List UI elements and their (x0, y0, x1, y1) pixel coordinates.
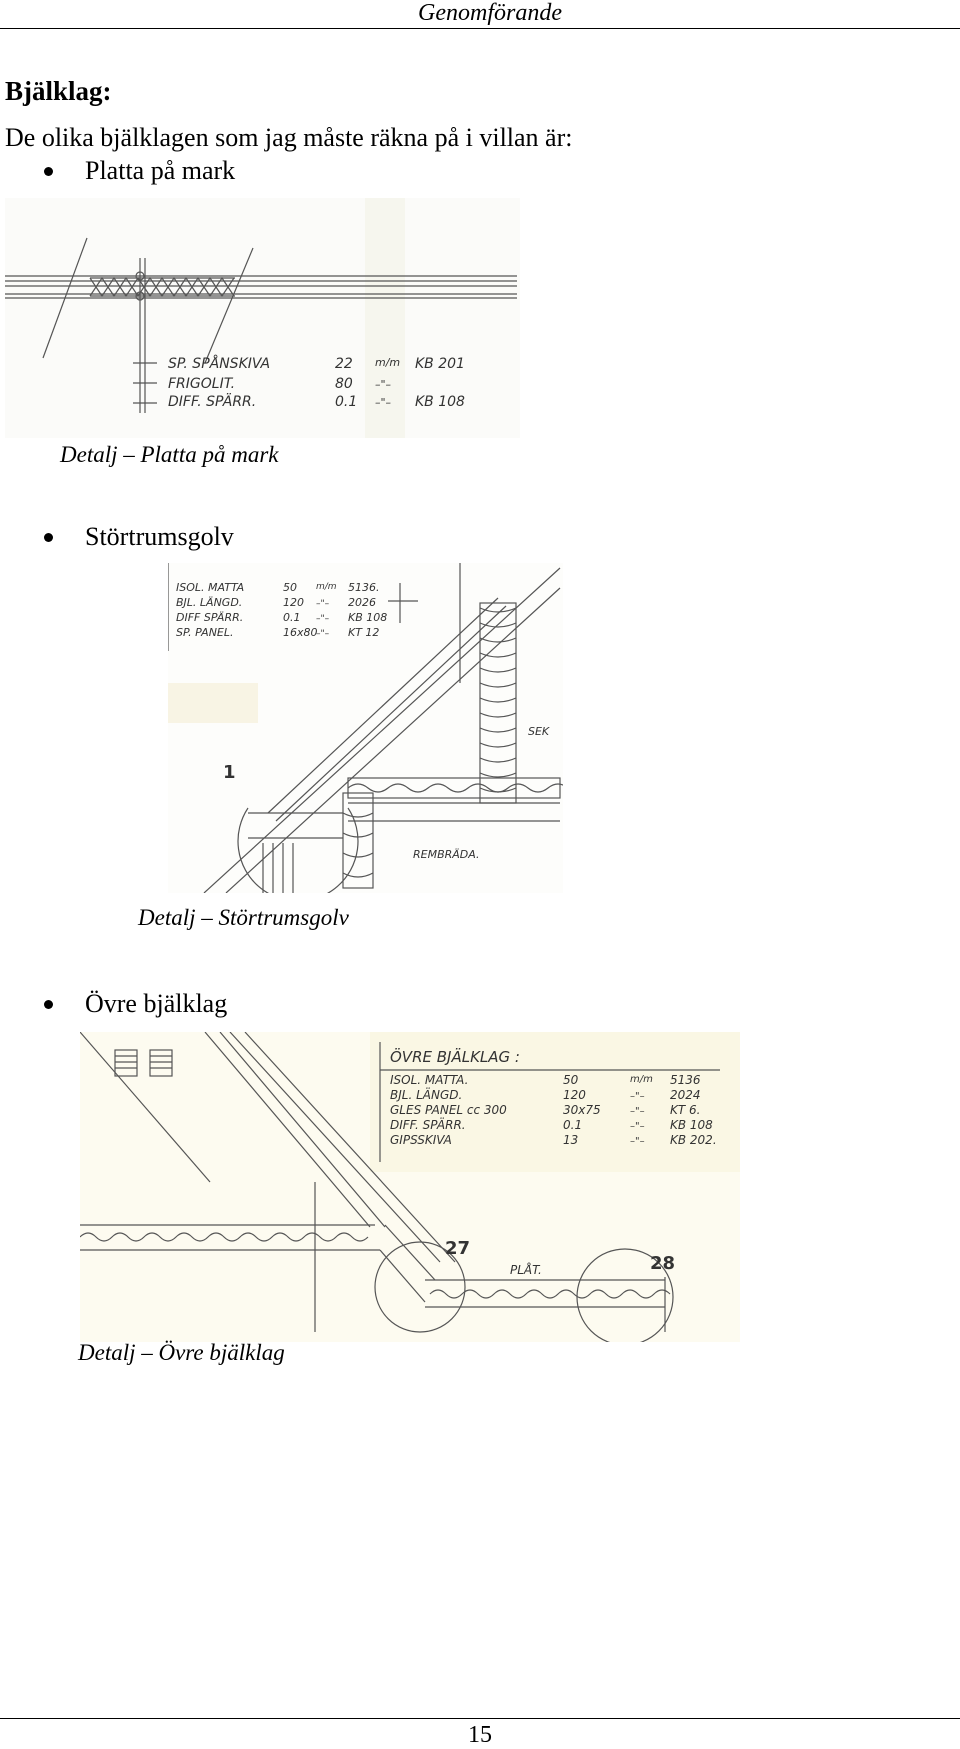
bullet-item-1 (44, 156, 235, 186)
bullet-dot-icon (44, 167, 53, 176)
page-header (0, 0, 960, 29)
spec-row-1-unit: m/m (630, 1074, 653, 1085)
spec-row-1-code: KB 201 (415, 356, 465, 372)
header-section-title: Genomförande (418, 0, 562, 26)
spec-row-5-value: 13 (563, 1133, 579, 1147)
spec-row-2-unit: –"– (375, 378, 392, 391)
spec-row-1-material: ISOL. MATTA (176, 581, 245, 594)
spec-row-2-code: 2024 (670, 1088, 701, 1102)
spec-row-2-value: 80 (335, 376, 353, 392)
spec-row-4-value: 0.1 (563, 1118, 583, 1132)
figure-caption-2: Detalj – Störtrumsgolv (138, 905, 349, 930)
spec-row-4-unit: –"– (630, 1121, 645, 1132)
spec-row-2-material: BJL. LÄNGD. (176, 596, 243, 609)
figure-platta-pa-mark (5, 198, 520, 438)
spec-row-1-value: 22 (335, 356, 353, 372)
spec-row-3-unit: –"– (630, 1106, 645, 1117)
spec-row-3-material: DIFF SPÄRR. (176, 611, 244, 624)
spec-row-1-material: SP. SPÅNSKIVA (168, 356, 271, 372)
label-rembrada: REMBRÄDA. (413, 848, 480, 861)
bullet-dot-icon (44, 533, 53, 542)
spec-row-1-value: 50 (563, 1073, 579, 1087)
spec-row-1-code: 5136 (670, 1073, 701, 1087)
spec-row-2-unit: –"– (630, 1091, 645, 1102)
label-plat: PLÅT. (510, 1263, 542, 1277)
spec-row-4-material: DIFF. SPÄRR. (390, 1118, 466, 1132)
bullet-label: Platta på mark (85, 156, 236, 185)
spec-row-3-material: DIFF. SPÄRR. (168, 394, 257, 410)
figure-caption-1: Detalj – Platta på mark (60, 442, 279, 467)
spec-row-2-unit: –"– (316, 599, 330, 609)
spec-row-3-unit: –"– (316, 614, 330, 624)
spec-row-3-value: 0.1 (283, 611, 301, 624)
spec-row-1-code: 5136. (348, 581, 380, 594)
spec-row-1-unit: m/m (316, 582, 337, 592)
spec-row-1-material: ISOL. MATTA. (390, 1073, 469, 1087)
spec-row-3-value: 30x75 (563, 1103, 601, 1117)
spec-row-3-code: KB 108 (415, 394, 465, 410)
spec-row-2-value: 120 (563, 1088, 586, 1102)
spec-row-3-code: KT 6. (670, 1103, 701, 1117)
spec-row-4-code: KB 108 (670, 1118, 713, 1132)
detail-mark-27: 27 (445, 1238, 471, 1259)
page-footer-rule (0, 1718, 960, 1719)
bullet-item-2 (44, 522, 234, 552)
intro-text: De olika bjälklagen som jag måste räkna på i villan är: (5, 123, 573, 152)
section-heading: Bjälklag: (5, 76, 112, 106)
spec-row-2-material: BJL. LÄNGD. (390, 1088, 463, 1102)
bullet-label: Störtrumsgolv (85, 522, 234, 551)
bullet-item-3 (44, 989, 227, 1019)
figure-ovre-bjalklag (80, 1032, 740, 1342)
spec-row-4-value: 16x80 (283, 626, 318, 639)
spec-row-4-code: KT 12 (348, 626, 380, 639)
bullet-dot-icon (44, 1000, 53, 1009)
spec-row-5-material: GIPSSKIVA (390, 1133, 452, 1147)
spec-row-5-unit: –"– (630, 1136, 645, 1147)
spec-row-2-code: 2026 (348, 596, 376, 609)
page-number: 15 (468, 1722, 492, 1748)
detail-mark-1: 1 (223, 762, 236, 783)
spec-row-4-unit: –"– (316, 629, 330, 639)
label-side: SEK (528, 725, 550, 738)
spec-row-5-code: KB 202. (670, 1133, 717, 1147)
spec-row-3-code: KB 108 (348, 611, 388, 624)
detail-mark-28: 28 (650, 1253, 676, 1274)
spec-title: ÖVRE BJÄLKLAG : (390, 1048, 520, 1066)
spec-row-1-value: 50 (283, 581, 297, 594)
spec-row-4-material: SP. PANEL. (176, 626, 234, 639)
bullet-label: Övre bjälklag (85, 989, 228, 1018)
spec-row-3-unit: –"– (375, 396, 392, 409)
spec-row-3-material: GLES PANEL cc 300 (390, 1103, 507, 1117)
spec-row-1-unit: m/m (375, 356, 401, 369)
spec-row-3-value: 0.1 (335, 394, 358, 410)
figure-stortrumsgolv (168, 563, 563, 893)
figure-caption-3: Detalj – Övre bjälklag (78, 1340, 285, 1365)
spec-row-2-material: FRIGOLIT. (168, 376, 236, 392)
spec-row-2-value: 120 (283, 596, 304, 609)
